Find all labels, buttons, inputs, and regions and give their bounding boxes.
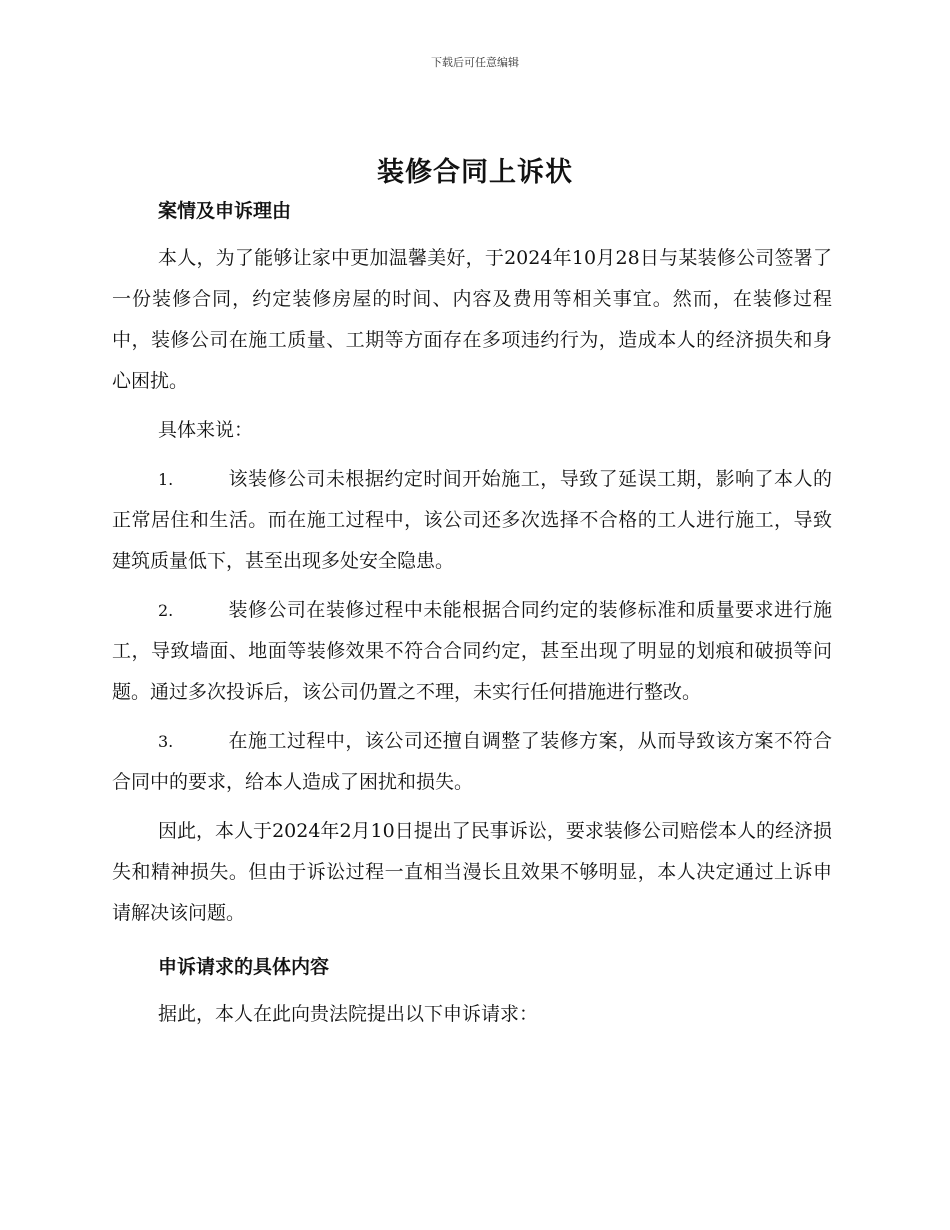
list-number: 2. xyxy=(158,601,174,620)
paragraph-intro: 本人，为了能够让家中更加温馨美好，于2024年10月28日与某装修公司签署了一份装修合同，约定装修房屋的时间、内容及费用等相关事宜。然而，在装修过程中，装修公司在施工质量、工期等方面存在多项违约行为，造成本人的经济损失和身心困扰。 xyxy=(112,247,832,392)
list-text: 在施工过程中，该公司还擅自调整了装修方案，从而导致该方案不符合合同中的要求，给本人造成了困扰和损失。 xyxy=(112,730,832,793)
list-item xyxy=(112,590,832,713)
paragraph-lawsuit: 因此，本人于2024年2月10日提出了民事诉讼，要求装修公司赔偿本人的经济损失和精神损失。但由于诉讼过程一直相当漫长且效果不够明显，本人决定通过上诉申请解决该问题。 xyxy=(112,820,832,924)
list-item xyxy=(112,721,832,803)
paragraph-specifics: 具体来说： xyxy=(158,419,254,441)
section-heading-requests: 申诉请求的具体内容 xyxy=(158,956,330,978)
list-item xyxy=(112,459,832,582)
document-body xyxy=(112,196,832,1035)
list-number: 3. xyxy=(158,732,174,751)
paragraph-requests: 据此，本人在此向贵法院提出以下申诉请求： xyxy=(158,1003,539,1025)
list-text: 该装修公司未根据约定时间开始施工，导致了延误工期，影响了本人的正常居住和生活。而在施工过程中，该公司还多次选择不合格的工人进行施工，导致建筑质量低下，甚至出现多处安全隐患。 xyxy=(112,468,832,572)
list-number: 1. xyxy=(158,470,174,489)
section-heading-case: 案情及申诉理由 xyxy=(158,200,292,222)
list-text: 装修公司在装修过程中未能根据合同约定的装修标准和质量要求进行施工，导致墙面、地面等装修效果不符合合同约定，甚至出现了明显的划痕和破损等问题。通过多次投诉后，该公司仍置之不理，未实行任何措施进行整改。 xyxy=(112,599,832,703)
page-title: 装修合同上诉状 xyxy=(377,157,573,188)
header-note: 下载后可任意编辑 xyxy=(431,56,519,69)
